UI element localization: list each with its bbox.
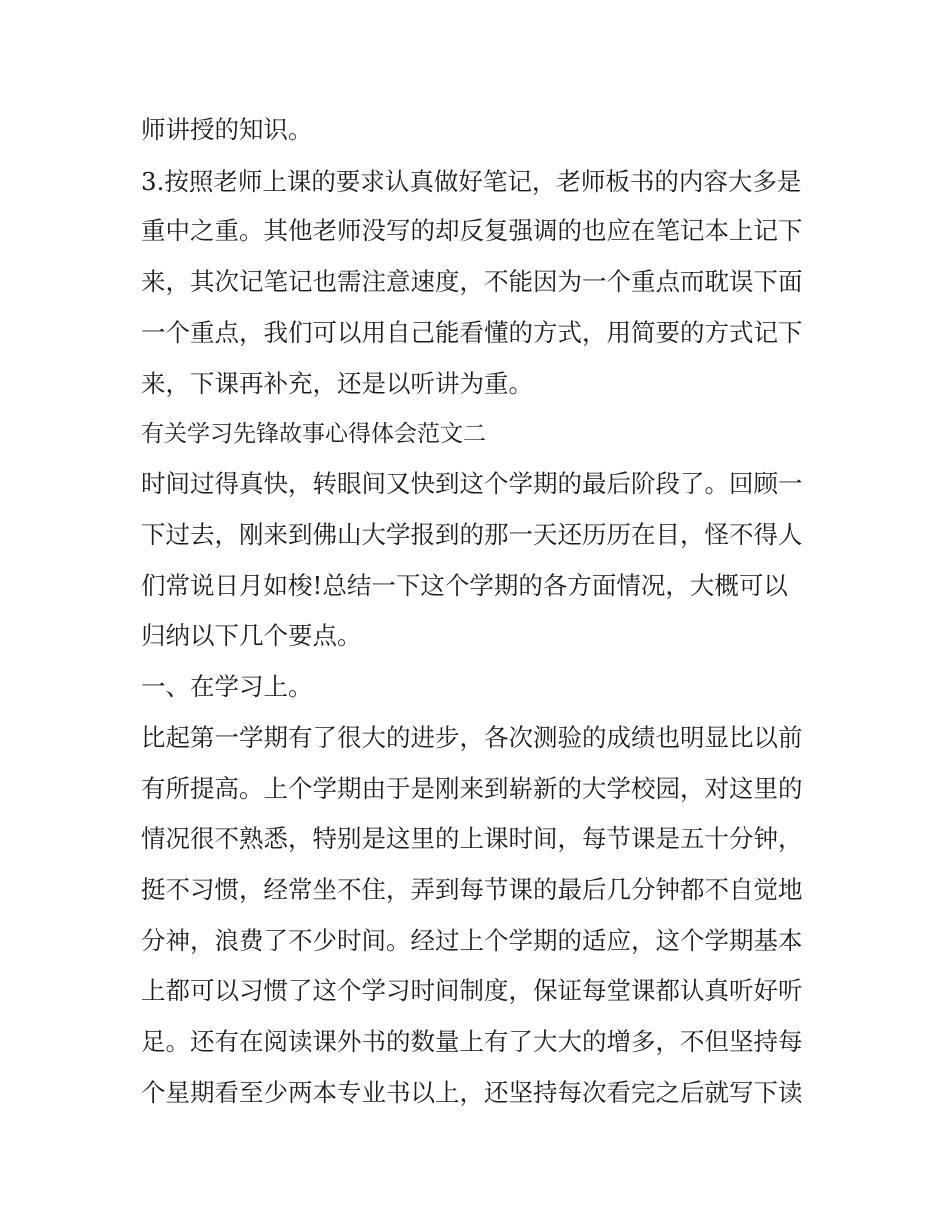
text-line: 们常说日月如梭!总结一下这个学期的各方面情况，大概可以: [141, 571, 788, 600]
text-line: 挺不习惯，经常坐不住，弄到每节课的最后几分钟都不自觉地: [141, 875, 803, 904]
text-line: 时间过得真快，转眼间又快到这个学期的最后阶段了。回顾一: [141, 469, 803, 498]
text-line: 情况很不熟悉，特别是这里的上课时间，每节课是五十分钟，: [141, 824, 803, 853]
text-line: 来，其次记笔记也需注意速度，不能因为一个重点而耽误下面: [141, 267, 803, 296]
section-heading: 有关学习先锋故事心得体会范文二: [141, 421, 486, 447]
text-line: 重中之重。其他老师没写的却反复强调的也应在笔记本上记下: [141, 216, 803, 245]
text-line: 3.按照老师上课的要求认真做好笔记，老师板书的内容大多是: [141, 167, 802, 196]
subheading: 一、在学习上。: [141, 672, 313, 701]
text-line: 上都可以习惯了这个学习时间制度，保证每堂课都认真听好听: [141, 976, 803, 1005]
text-line: 有所提高。上个学期由于是刚来到崭新的大学校园，对这里的: [141, 774, 803, 803]
text-line: 个星期看至少两本专业书以上，还坚持每次看完之后就写下读: [141, 1078, 803, 1107]
text-line: 足。还有在阅读课外书的数量上有了大大的增多，不但坚持每: [141, 1027, 803, 1056]
text-line: 分神，浪费了不少时间。经过上个学期的适应，这个学期基本: [141, 926, 803, 955]
text-line: 师讲授的知识。: [141, 115, 313, 144]
text-line: 来，下课再补充，还是以听讲为重。: [141, 369, 533, 398]
text-line: 一个重点，我们可以用自己能看懂的方式，用简要的方式记下: [141, 318, 803, 347]
text-line: 归纳以下几个要点。: [141, 621, 362, 650]
text-line: 比起第一学期有了很大的进步，各次测验的成绩也明显比以前: [141, 723, 803, 752]
text-line: 下过去，刚来到佛山大学报到的那一天还历历在目，怪不得人: [141, 520, 803, 549]
